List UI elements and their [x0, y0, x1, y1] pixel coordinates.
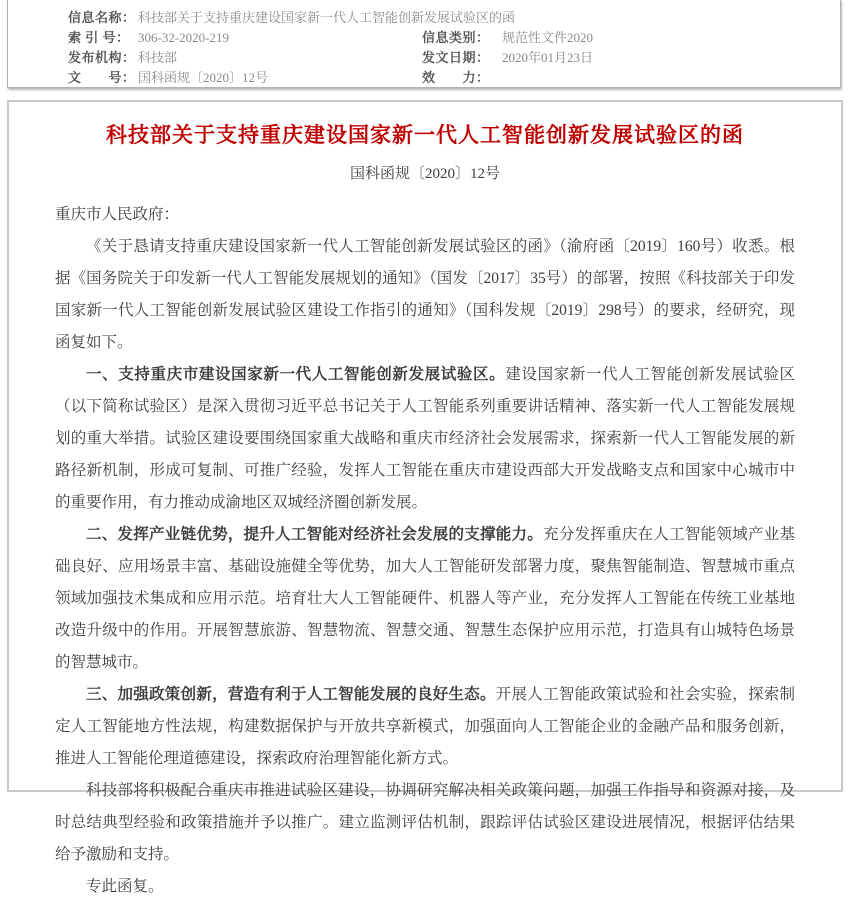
paragraph-closing-support: [55, 775, 795, 871]
paragraph-intro-text: 《关于恳请支持重庆建设国家新一代人工智能创新发展试验区的函》（渝府函〔2019〕160号）收悉。根据《国务院关于印发新一代人工智能发展规划的通知》（国发〔2017〕35号）的部署，按照《科技部关于印发国家新一代人工智能创新发展试验区建设工作指引的通知》（国科发规〔2019〕298号）的要求，经研究，现函复如下。: [55, 238, 795, 351]
document-content-panel: [7, 100, 843, 895]
info-row-docnumber: [8, 68, 840, 88]
paragraph-closing-remark-text: 专此函复。: [86, 878, 164, 895]
document-body: [55, 199, 795, 903]
validity-label: 效 力：: [422, 70, 490, 85]
paragraph-closing-remark: [55, 871, 795, 903]
info-name-value: 科技部关于支持重庆建设国家新一代人工智能创新发展试验区的函: [138, 10, 516, 25]
issue-date-label: 发文日期：: [422, 50, 490, 65]
document-title: 科技部关于支持重庆建设国家新一代人工智能创新发展试验区的函: [106, 123, 744, 147]
paragraph-section-1-text: 建设国家新一代人工智能创新发展试验区（以下简称试验区）是深入贯彻习近平总书记关于人工智能系列重要讲话精神、落实新一代人工智能发展规划的重大举措。试验区建设要围绕国家重大战略和重庆市经济社会发展需求，探索新一代人工智能发展的新路径新机制，形成可复制、可推广经验，发挥人工智能在重庆市建设西部大开发战略支点和国家中心城市中的重要作用，有力推动成渝地区双城经济圈创新发展。: [55, 366, 795, 511]
salutation: 重庆市人民政府：: [55, 206, 180, 223]
info-row-agency: [8, 48, 840, 68]
publishing-agency-label: 发布机构：: [68, 50, 136, 65]
doc-number-label: 文 号：: [68, 70, 136, 85]
paragraph-section-1: [55, 359, 795, 519]
document-info-rows: [8, 0, 840, 88]
publishing-agency-value: 科技部: [138, 50, 178, 65]
paragraph-section-2-lead: 二、发挥产业链优势，提升人工智能对经济社会发展的支撑能力。: [86, 526, 544, 543]
paragraph-section-3: [55, 679, 795, 775]
paragraph-section-1-lead: 一、支持重庆市建设国家新一代人工智能创新发展试验区。: [86, 366, 506, 383]
paragraph-section-2: [55, 519, 795, 679]
info-row-index: [8, 28, 840, 48]
info-category-value: 规范性文件2020: [502, 30, 594, 45]
index-number-label: 索 引 号：: [68, 30, 130, 45]
issue-date-value: 2020年01月23日: [502, 50, 594, 65]
paragraph-section-3-lead: 三、加强政策创新，营造有利于人工智能发展的良好生态。: [86, 686, 496, 703]
document-number-line: 国科函规〔2020〕12号: [349, 166, 500, 182]
info-row-name: [8, 8, 840, 28]
info-name-label: 信息名称：: [68, 10, 136, 25]
paragraph-section-3-text: 开展人工智能政策试验和社会实验，探索制定人工智能地方性法规，构建数据保护与开放共享新模式，加强面向人工智能企业的金融产品和服务创新，推进人工智能伦理道德建设，探索政府治理智能化新方式。: [55, 686, 795, 767]
paragraph-closing-support-text: 科技部将积极配合重庆市推进试验区建设，协调研究解决相关政策问题，加强工作指导和资源对接，及时总结典型经验和政策措施并予以推广。建立监测评估机制，跟踪评估试验区建设进展情况，根据评估结果给予激励和支持。: [55, 782, 795, 863]
doc-number-value: 国科函规〔2020〕12号: [138, 70, 269, 85]
document-info-panel: [7, 0, 841, 88]
index-number-value: 306-32-2020-219: [138, 30, 229, 45]
paragraph-section-2-text: 充分发挥重庆在人工智能领域产业基础良好、应用场景丰富、基础设施健全等优势，加大人工智能研发部署力度，聚焦智能制造、智慧城市重点领域加强技术集成和应用示范。培育壮大人工智能硬件、机器人等产业，充分发挥人工智能在传统工业基地改造升级中的作用。开展智慧旅游、智慧物流、智慧交通、智慧生态保护应用示范，打造具有山城特色场景的智慧城市。: [55, 526, 795, 671]
info-category-label: 信息类别：: [422, 30, 490, 45]
paragraph-intro: [55, 231, 795, 359]
